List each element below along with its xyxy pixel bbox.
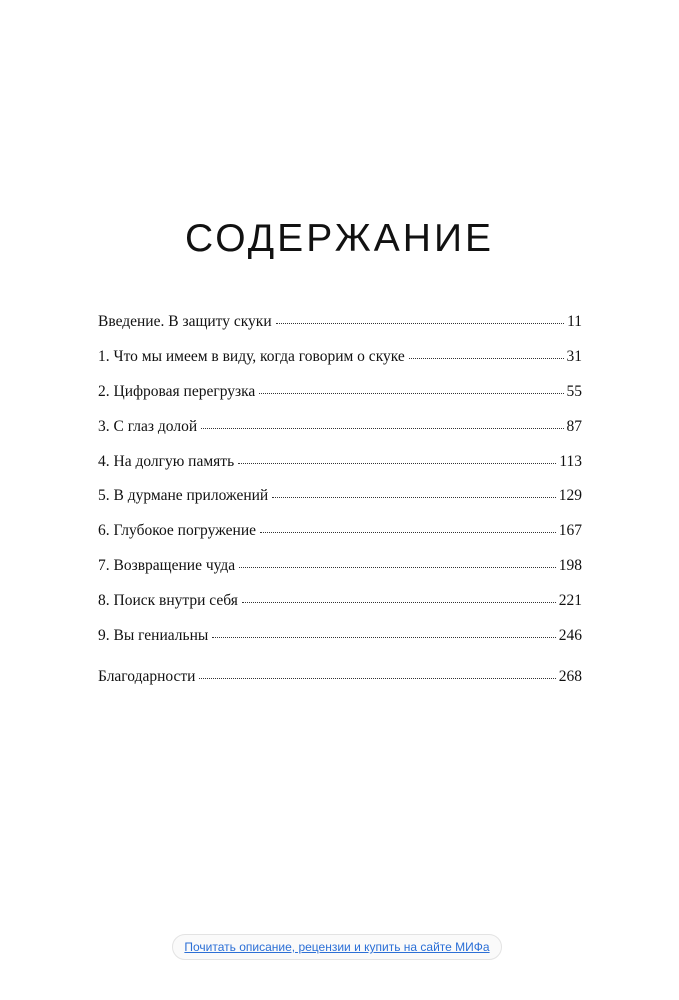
toc-entry-acknowledgements	[98, 669, 582, 704]
toc-entry-title: 7. Возвращение чуда	[98, 557, 236, 575]
toc-entry-page: 87	[566, 417, 582, 435]
toc-entry-title: 5. В дурмане приложений	[98, 487, 269, 505]
toc-entry-page: 167	[558, 522, 582, 540]
toc-entry-title: 9. Вы гениальны	[98, 627, 209, 645]
toc-entry-chapter-9	[98, 628, 582, 663]
toc-entry-chapter-4	[98, 454, 582, 489]
toc-entry-chapter-2	[98, 384, 582, 419]
dot-leader	[242, 602, 556, 603]
table-of-contents-backmatter	[98, 669, 582, 704]
dot-leader	[238, 463, 556, 464]
toc-entry-title: 1. Что мы имеем в виду, когда говорим о скуке	[98, 347, 405, 365]
toc-entry-chapter-5	[98, 488, 582, 523]
toc-entry-introduction	[98, 314, 582, 349]
dot-leader	[259, 393, 563, 394]
dot-leader	[199, 678, 555, 679]
toc-entry-page: 129	[558, 487, 582, 505]
toc-entry-chapter-3	[98, 419, 582, 454]
toc-entry-page: 11	[567, 313, 582, 330]
toc-entry-page: 221	[558, 592, 582, 610]
toc-entry-page: 198	[558, 557, 582, 575]
page-title: СОДЕРЖАНИЕ	[184, 217, 495, 261]
toc-entry-title: 3. С глаз долой	[98, 417, 198, 435]
toc-entry-chapter-8	[98, 593, 582, 628]
toc-entry-page: 55	[566, 382, 582, 400]
toc-entry-chapter-7	[98, 558, 582, 593]
table-of-contents	[98, 314, 582, 663]
toc-entry-page: 246	[558, 627, 582, 645]
toc-entry-title: 2. Цифровая перегрузка	[98, 382, 256, 400]
dot-leader	[260, 532, 556, 533]
toc-entry-title: Благодарности	[98, 668, 196, 685]
dot-leader	[409, 358, 564, 359]
toc-entry-title: Введение. В защиту скуки	[98, 313, 272, 330]
toc-entry-title: 8. Поиск внутри себя	[98, 592, 238, 610]
toc-entry-chapter-6	[98, 523, 582, 558]
dot-leader	[201, 428, 563, 429]
dot-leader	[239, 567, 556, 568]
publisher-store-link[interactable]: Почитать описание, рецензии и купить на сайте МИФа	[172, 934, 502, 960]
toc-entry-page: 113	[559, 452, 582, 470]
dot-leader	[272, 497, 556, 498]
toc-entry-chapter-1	[98, 349, 582, 384]
toc-entry-title: 6. Глубокое погружение	[98, 522, 256, 540]
dot-leader	[276, 323, 564, 324]
toc-entry-title: 4. На долгую память	[98, 452, 235, 470]
dot-leader	[212, 637, 555, 638]
toc-entry-page: 31	[566, 347, 582, 365]
toc-entry-page: 268	[558, 668, 582, 685]
